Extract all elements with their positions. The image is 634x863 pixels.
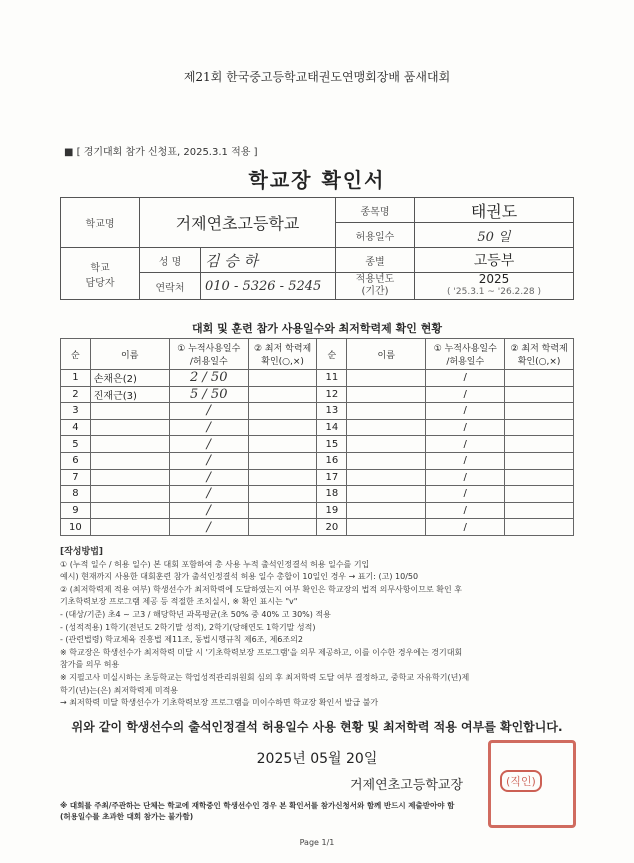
allowed-days-value: 50 일 (415, 223, 574, 248)
table-row (61, 519, 574, 536)
cell-check (248, 419, 317, 436)
cell-name: 손채은(2) (90, 370, 169, 387)
manager-label: 학교 담당자 (61, 248, 140, 300)
cell-name (90, 436, 169, 453)
cell-no: 10 (61, 519, 91, 536)
table-row (61, 502, 574, 519)
cell-no: 2 (61, 386, 91, 403)
cell-days: / (426, 386, 505, 403)
year-value: 2025 (478, 272, 510, 286)
cell-check (505, 452, 574, 469)
cell-days: / (169, 452, 248, 469)
cell-name (90, 452, 169, 469)
instruction-line: [작성방법] (60, 547, 104, 557)
col-name: 이름 (90, 339, 169, 370)
cell-name (347, 469, 426, 486)
issue-date: 2025년 05월 20일 (256, 751, 378, 767)
col-no: 순 (61, 339, 91, 370)
cell-name (347, 486, 426, 503)
cell-days: 2 / 50 (169, 370, 248, 387)
cell-days: / (426, 519, 505, 536)
cell-check (248, 436, 317, 453)
cell-name (347, 386, 426, 403)
table-row (61, 486, 574, 503)
cell-days: / (169, 436, 248, 453)
cell-check (248, 386, 317, 403)
cell-no: 16 (317, 452, 347, 469)
cell-no: 17 (317, 469, 347, 486)
cell-no: 15 (317, 436, 347, 453)
year-period: ( '25.3.1 ~ '26.2.28 ) (447, 287, 541, 297)
cell-days: / (426, 486, 505, 503)
cell-no: 19 (317, 502, 347, 519)
cell-name (90, 502, 169, 519)
cell-check (248, 469, 317, 486)
cell-check (505, 519, 574, 536)
cell-name (347, 419, 426, 436)
cell-no: 1 (61, 370, 91, 387)
cell-no: 14 (317, 419, 347, 436)
cell-days: / (169, 469, 248, 486)
cell-name (347, 370, 426, 387)
cell-days: / (426, 403, 505, 420)
footer-note: ※ 대회를 주최/주관하는 단체는 학교에 재학중인 학생선수인 경우 본 확인서를 참가신청서와 함께 반드시 제출받아야 함 (허용일수를 초과한 대회 참가는 불가함) (60, 801, 455, 821)
cell-days: 5 / 50 (169, 386, 248, 403)
cell-days: / (169, 486, 248, 503)
col-days: ① 누적사용일수 /허용일수 (169, 339, 248, 370)
cell-days: / (426, 436, 505, 453)
instructions (60, 546, 580, 710)
category-label: 종별 (336, 248, 415, 273)
confirmation-statement: 위와 같이 학생선수의 출석인정결석 허용일수 사용 현황 및 최저학력 적용 여부를 확인합니다. (71, 720, 563, 734)
seal-label: (직인) (500, 770, 542, 792)
cell-check (248, 403, 317, 420)
form-label: ■ [ 경기대회 참가 신청표, 2025.3.1 적용 ] (64, 147, 258, 158)
instruction-line: 기초학력보장 프로그램 제공 등 적절한 조치실시, ※ 확인 표시는 "v" (60, 597, 298, 607)
table-row (61, 452, 574, 469)
category-value: 고등부 (415, 248, 574, 273)
cell-check (505, 403, 574, 420)
info-table (60, 197, 574, 300)
cell-no: 9 (61, 502, 91, 519)
contact-value: 010 - 5326 - 5245 (201, 273, 336, 300)
instruction-line: 예시) 현재까지 사용한 대회훈련 참가 출석인정결석 허용 일수 총합이 10일인 경우 → 표기: (고) 10/50 (60, 572, 419, 582)
instruction-line: ※ 지필고사 미실시하는 초등학교는 학업성적관리위원회 심의 후 최저학력 도달 여부 결정하고, 중학교 자유학기(년)제 (60, 672, 470, 682)
table-row (61, 469, 574, 486)
cell-days: / (169, 502, 248, 519)
table-row (61, 370, 574, 387)
cell-no: 20 (317, 519, 347, 536)
cell-days: / (169, 403, 248, 420)
cell-days: / (426, 370, 505, 387)
cell-days: / (426, 452, 505, 469)
table-row (61, 419, 574, 436)
instruction-line: 학기(년)는(은) 최저학력제 미적용 (60, 685, 179, 695)
manager-name: 김 승 하 (201, 248, 336, 273)
cell-no: 4 (61, 419, 91, 436)
cell-check (505, 502, 574, 519)
cell-no: 13 (317, 403, 347, 420)
cell-days: / (169, 419, 248, 436)
cell-days: / (426, 469, 505, 486)
instruction-line: ※ 학교장은 학생선수가 최저학력 미달 시 '기초학력보장 프로그램'을 의무 제공하고, 이를 이수한 경우에는 경기대회 (60, 647, 463, 657)
col-days: ① 누적사용일수 /허용일수 (426, 339, 505, 370)
cell-name (90, 519, 169, 536)
cell-name: 진재근(3) (90, 386, 169, 403)
cell-name (90, 486, 169, 503)
instruction-line: ① (누적 일수 / 허용 일수) 본 대회 포함하여 총 사용 누적 출석인정결석 허용 일수를 기입 (60, 559, 370, 569)
cell-no: 5 (61, 436, 91, 453)
table-row (61, 403, 574, 420)
cell-name (90, 469, 169, 486)
instruction-line: 참가를 의무 허용 (60, 660, 120, 670)
cell-check (248, 486, 317, 503)
cell-check (505, 370, 574, 387)
cell-check (505, 386, 574, 403)
section-title: 대회 및 훈련 참가 사용일수와 최저학력제 확인 현황 (192, 322, 442, 335)
year-label: 적용년도 (기간) (336, 273, 415, 300)
cell-no: 3 (61, 403, 91, 420)
instruction-line: → 최저학력 미달 학생선수가 기초학력보장 프로그램을 미이수하면 학교장 확인서 발급 불가 (60, 698, 379, 708)
cell-no: 8 (61, 486, 91, 503)
cell-days: / (426, 419, 505, 436)
document-title: 학교장 확인서 (248, 168, 386, 192)
col-check: ② 최저 학력제 확인(○,×) (505, 339, 574, 370)
cell-check (505, 469, 574, 486)
col-check: ② 최저 학력제 확인(○,×) (248, 339, 317, 370)
cell-name (347, 519, 426, 536)
cell-check (248, 502, 317, 519)
col-no: 순 (317, 339, 347, 370)
competition-header: 제21회 한국중고등학교태권도연맹회장배 품새대회 (183, 70, 451, 84)
instruction-line: - (성적적용) 1학기(전년도 2학기말 성적), 2학기(당해연도 1학기말 성적) (60, 622, 316, 632)
page-number: Page 1/1 (299, 838, 335, 847)
cell-no: 6 (61, 452, 91, 469)
cell-name (347, 403, 426, 420)
name-label: 성 명 (140, 248, 201, 273)
instruction-line: - (관련법령) 학교체육 진흥법 제11조, 동법시행규칙 제6조, 제6조의2 (60, 635, 303, 645)
cell-check (248, 452, 317, 469)
cell-check (505, 419, 574, 436)
cell-name (90, 403, 169, 420)
cell-check (248, 370, 317, 387)
event-value: 태권도 (415, 198, 574, 223)
instruction-line: - (대상/기준) 초4 ~ 고3 / 해당학년 과목평균(초 50% 중 40% 고 30%) 적용 (60, 609, 331, 619)
table-row (61, 436, 574, 453)
event-label: 종목명 (336, 198, 415, 223)
school-label: 학교명 (61, 198, 140, 248)
cell-days: / (169, 519, 248, 536)
cell-check (505, 436, 574, 453)
cell-check (248, 519, 317, 536)
cell-name (347, 436, 426, 453)
cell-no: 7 (61, 469, 91, 486)
col-name: 이름 (347, 339, 426, 370)
participants-table (60, 338, 574, 536)
cell-no: 12 (317, 386, 347, 403)
instruction-line: ② (최저학력제 적용 여부) 학생선수가 최저학력에 도달하였는지 여부 확인은 학교장의 법적 의무사항이므로 확인 후 (60, 584, 462, 594)
cell-name (347, 502, 426, 519)
cell-name (90, 419, 169, 436)
cell-days: / (426, 502, 505, 519)
contact-label: 연락처 (140, 273, 201, 300)
table-row (61, 386, 574, 403)
allowed-days-label: 허용일수 (336, 223, 415, 248)
cell-check (505, 486, 574, 503)
school-principal: 거제연초고등학교장 (350, 778, 464, 793)
cell-no: 11 (317, 370, 347, 387)
cell-name (347, 452, 426, 469)
school-name: 거제연초고등학교 (140, 198, 336, 248)
cell-no: 18 (317, 486, 347, 503)
